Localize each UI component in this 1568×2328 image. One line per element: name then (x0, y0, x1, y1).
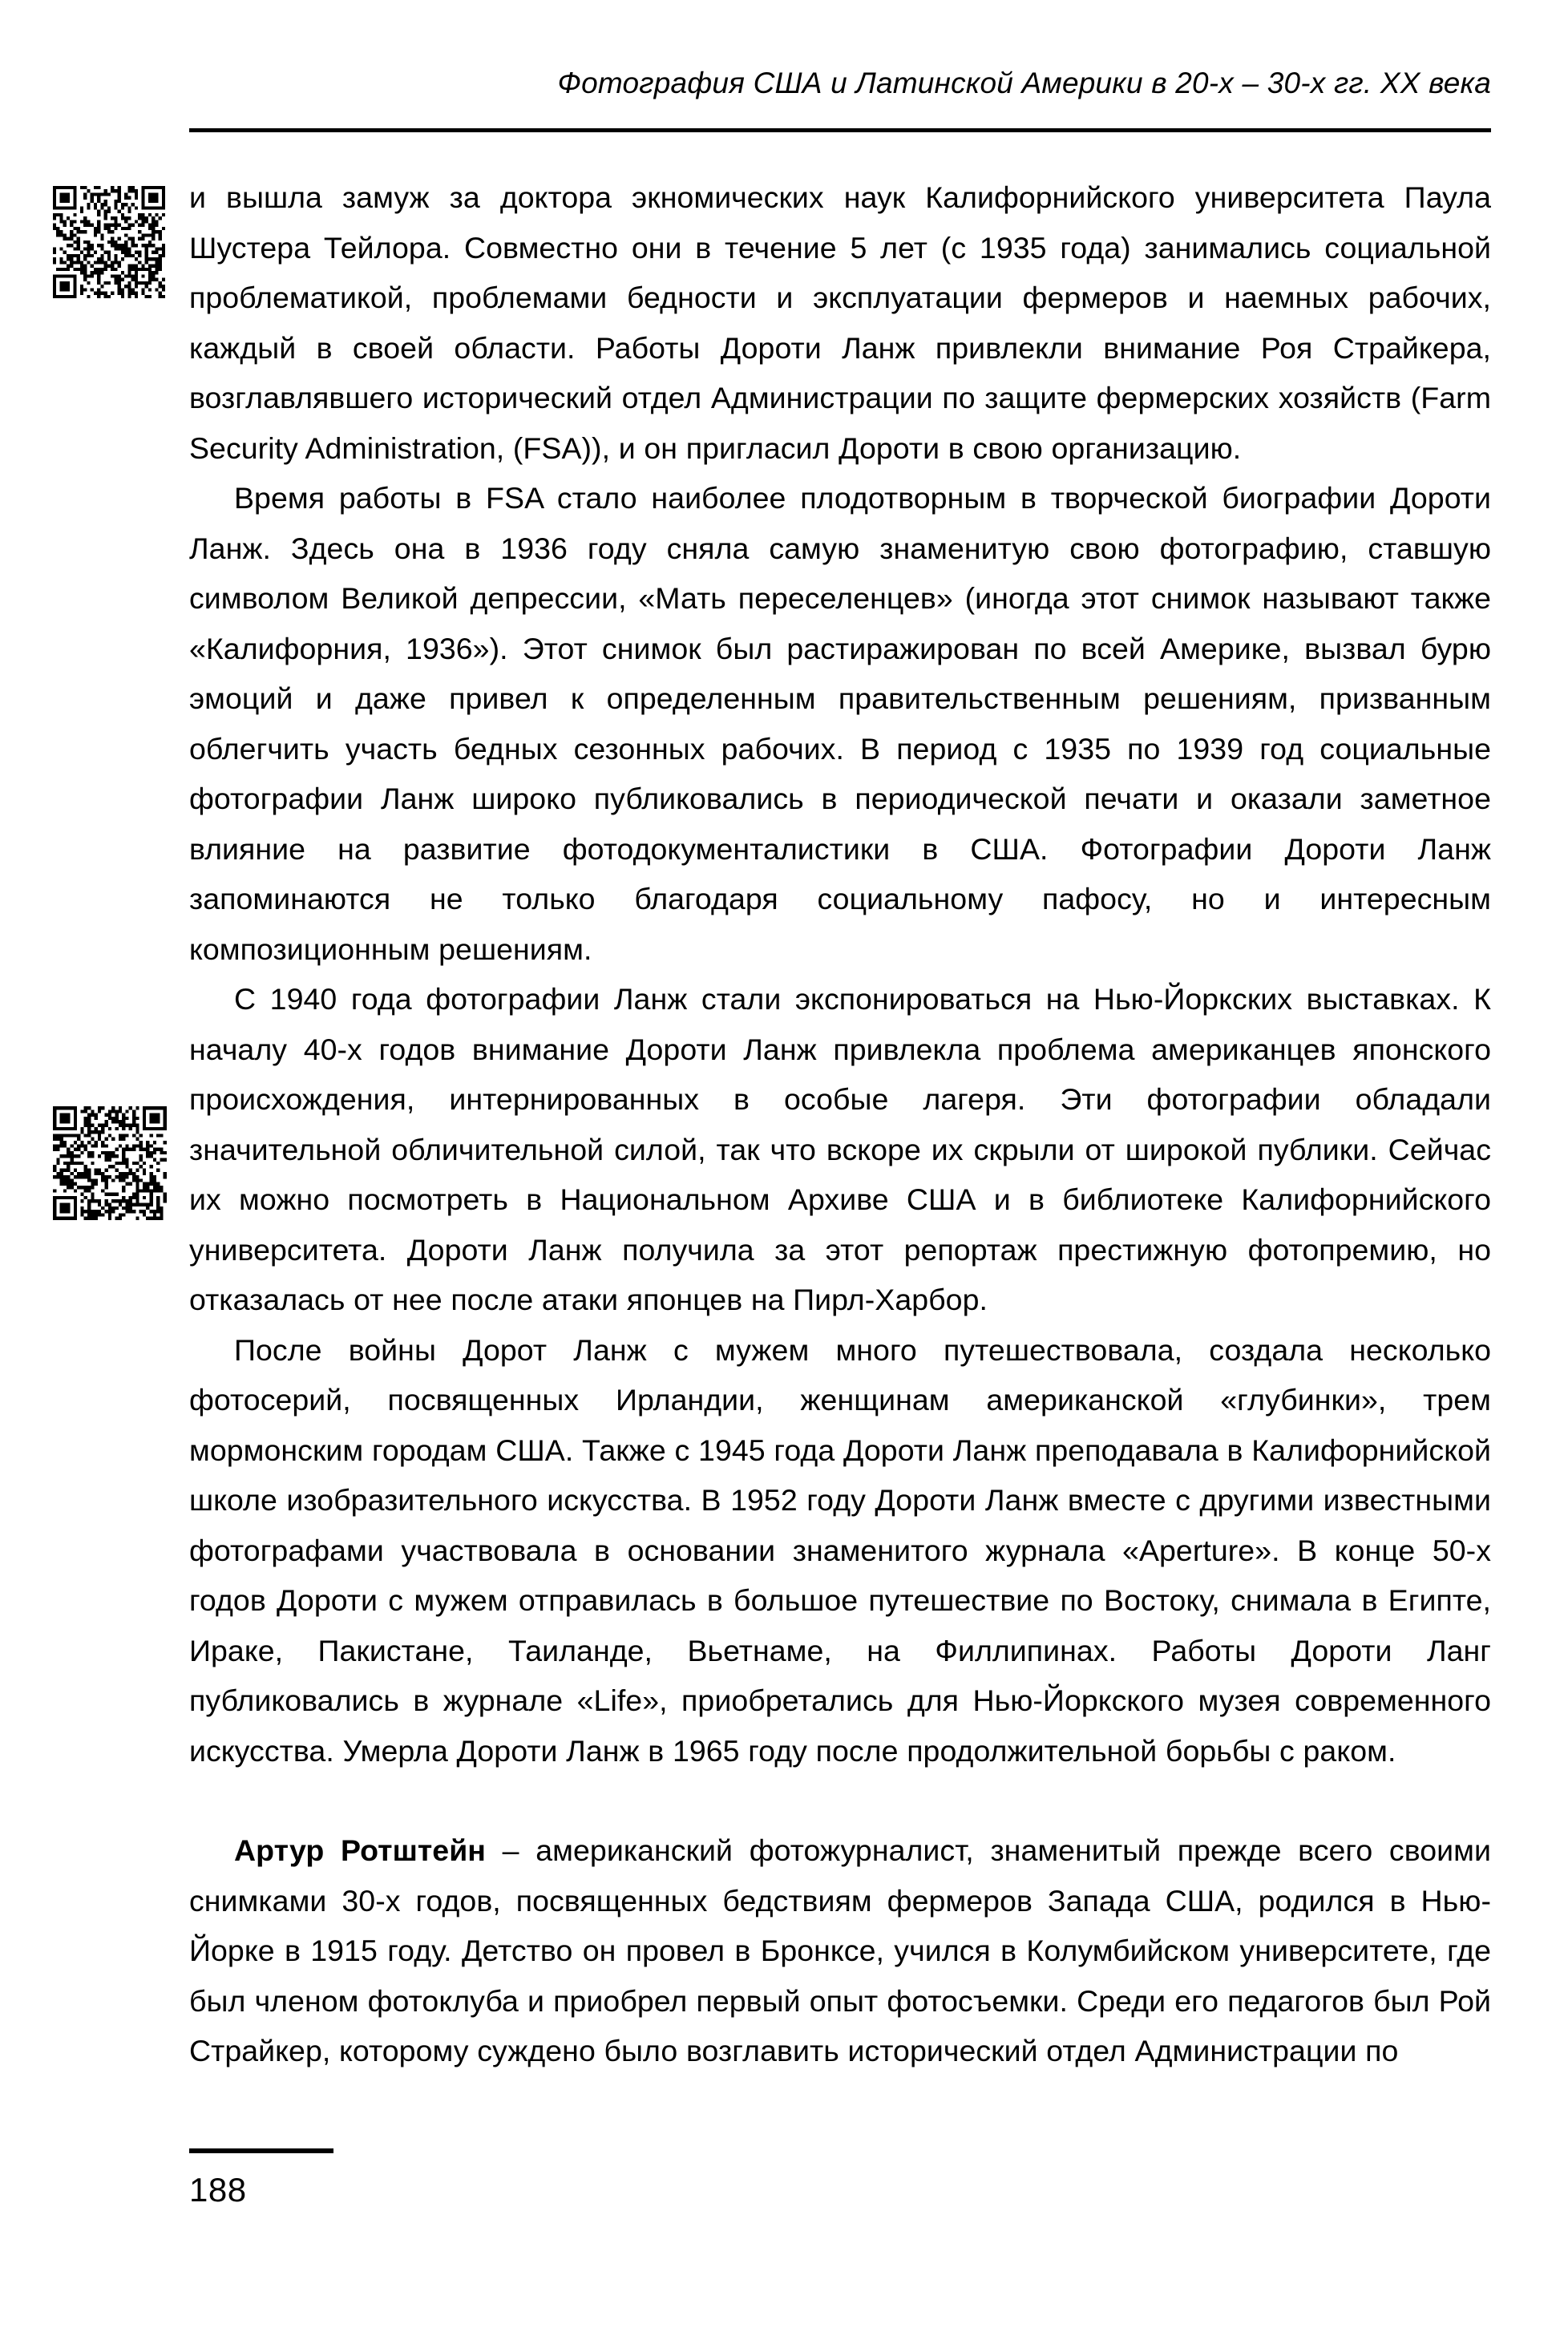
person-name: Артур Ротштейн (234, 1833, 486, 1867)
running-header: Фотография США и Латинской Америки в 20-х – 30-х гг. XX века (557, 67, 1491, 99)
header-rule (189, 128, 1491, 132)
qr-code-icon (53, 1106, 167, 1220)
paragraph: Время работы в FSA стало наиболее плодотворным в творческой биографии Дороти Ланж. Здесь она в 1936 году сняла самую знаменитую свою фотографию, ставшую символом Великой депрессии, «Мать переселенцев» (иногда этот снимок называют также «Калифорния, 1936»). Этот снимок был растиражирован по всей Америке, вызвал бурю эмоций и даже привел к определенным правительственным решениям, призванным облегчить участь бедных сезонных рабочих. В период с 1935 по 1939 год социальные фотографии Ланж широко публиковались в периодической печати и оказали заметное влияние на развитие фотодокументалистики в США. Фотографии Дороти Ланж запоминаются не только благодаря социальному пафосу, но и интересным композиционным решениям. (189, 481, 1491, 966)
paragraph: После войны Дорот Ланж с мужем много путешествовала, создала несколько фотосерий, посвященных Ирландии, женщинам американской «глубинки», трем мормонским городам США. Также с 1945 года Дороти Ланж преподавала в Калифорнийской школе изобразительного искусства. В 1952 году Дороти Ланж вместе с другими известными фотографами участвовала в основании знаменитого журнала «Aperture». В конце 50-х годов Дороти с мужем отправилась в большое путешествие по Востоку, снимала в Египте, Ираке, Пакистане, Таиланде, Вьетнаме, на Филлипинах. Работы Дороти Ланг публиковались в журнале «Life», приобретались для Нью-Йоркского музея современного искусства. Умерла Дороти Ланж в 1965 году после продолжительной борьбы с раком. (189, 1332, 1491, 1768)
paragraph: и вышла замуж за доктора экномических наук Калифорнийского университета Паула Шустера Тейлора. Совместно они в течение 5 лет (с 1935 года) занимались социальной проблематикой, проблемами бедности и эксплуатации фермеров и наемных рабочих, каждый в своей области. Работы Дороти Ланж привлекли внимание Роя Страйкера, возглавлявшего исторический отдел Администрации по защите фермерских хозяйств (Farm Security Administration, (FSA)), и он пригласил Дороти в свою организацию. (189, 180, 1491, 465)
footer-rule (189, 2148, 333, 2153)
paragraph: С 1940 года фотографии Ланж стали экспонироваться на Нью-Йоркских выставках. К началу 40-х годов внимание Дороти Ланж привлекла проблема американцев японского происхождения, интернированных в особые лагеря. Эти фотографии обладали значительной обличительной силой, так что вскоре их скрыли от широкой публики. Сейчас их можно посмотреть в Национальном Архиве США и в библиотеке Калифорнийского университета. Дороти Ланж получила за этот репортаж престижную фотопремию, но отказалась от нее после атаки японцев на Пирл-Харбор. (189, 982, 1491, 1316)
paragraph-rothstein (189, 1825, 1491, 2076)
page-number: 188 (189, 2171, 247, 2209)
paragraph-rothstein-text: – американский фотожурналист, знаменитый прежде всего своими снимками 30-х годов, посвященных бедствиям фермеров Запада США, родился в Нью-Йорке в 1915 году. Детство он провел в Бронксе, учился в Колумбийском университете, где был членом фотоклуба и приобрел первый опыт фотосъемки. Среди его педагогов был Рой Страйкер, которому суждено было возглавить исторический отдел Администрации по (189, 1833, 1491, 2067)
qr-code-icon (53, 186, 165, 298)
body-text-column (189, 172, 1491, 2076)
